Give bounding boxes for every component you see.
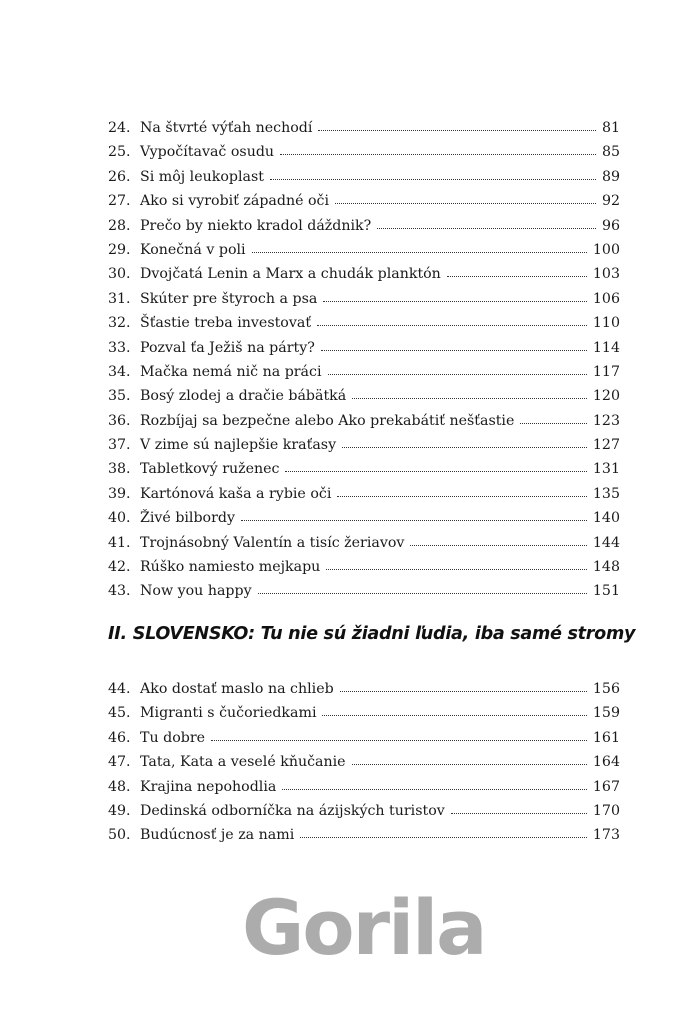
toc-entry <box>108 531 620 555</box>
entry-page-number: 120 <box>592 388 620 405</box>
entry-title: Now you happy <box>140 583 252 600</box>
entry-number: 31. <box>108 290 131 307</box>
leader-dots <box>323 301 587 302</box>
entry-page-number: 110 <box>592 315 620 332</box>
entry-number: 30. <box>108 266 131 283</box>
entry-number: 42. <box>108 559 131 576</box>
leader-dots <box>285 471 586 472</box>
entry-page-number: 85 <box>601 144 620 161</box>
toc-entry <box>108 409 620 433</box>
toc-entry <box>108 140 620 164</box>
entry-title: Na štvrté výťah nechodí <box>140 120 313 136</box>
entry-title: Tata, Kata a veselé kňučanie <box>140 754 346 771</box>
watermark-logo: Gorila <box>242 883 486 972</box>
entry-number: 35. <box>108 388 131 405</box>
leader-dots <box>342 447 587 448</box>
toc-entry <box>108 775 620 799</box>
toc-entry <box>108 287 620 311</box>
entry-number: 40. <box>108 510 131 527</box>
toc-entry <box>108 262 620 286</box>
entry-page-number: 89 <box>601 168 620 185</box>
toc-entry <box>108 726 620 750</box>
entry-number: 34. <box>108 363 131 380</box>
toc-entry <box>108 116 620 140</box>
leader-dots <box>252 252 587 253</box>
entry-title: Migranti s čučoriedkami <box>140 705 317 722</box>
entry-number: 38. <box>108 461 131 478</box>
entry-title: Pozval ťa Ježiš na párty? <box>140 339 315 356</box>
section-heading: II. SLOVENSKO: Tu nie sú žiadni ľudia, iba samé stromy <box>108 624 636 644</box>
entry-number: 37. <box>108 437 131 454</box>
toc-entry <box>108 433 620 457</box>
toc-entry <box>108 457 620 481</box>
leader-dots <box>270 179 596 180</box>
entry-number: 32. <box>108 315 131 332</box>
leader-dots <box>326 569 587 570</box>
entry-page-number: 127 <box>592 437 620 454</box>
entry-title: Dvojčatá Lenin a Marx a chudák planktón <box>140 266 441 283</box>
entry-title: Šťastie treba investovať <box>140 315 312 332</box>
leader-dots <box>352 398 587 399</box>
entry-page-number: 156 <box>592 681 620 697</box>
leader-dots <box>352 764 587 765</box>
entry-number: 48. <box>108 778 131 795</box>
entry-number: 29. <box>108 241 131 258</box>
leader-dots <box>328 374 587 375</box>
toc-entry <box>108 384 620 408</box>
leader-dots <box>451 813 587 814</box>
leader-dots <box>241 520 587 521</box>
entry-page-number: 81 <box>601 120 620 136</box>
entry-title: Krajina nepohodlia <box>140 778 277 795</box>
toc-entry <box>108 506 620 530</box>
entry-title: Tu dobre <box>140 729 205 746</box>
entry-page-number: 131 <box>592 461 620 478</box>
entry-number: 47. <box>108 754 131 771</box>
entry-page-number: 140 <box>592 510 620 527</box>
entry-page-number: 106 <box>592 290 620 307</box>
toc-entry <box>108 165 620 189</box>
entry-title: Ako dostať maslo na chlieb <box>140 681 334 697</box>
leader-dots <box>337 496 587 497</box>
entry-title: Ako si vyrobiť západné oči <box>140 193 330 210</box>
leader-dots <box>447 276 587 277</box>
entry-number: 26. <box>108 168 131 185</box>
entry-page-number: 148 <box>592 559 620 576</box>
toc-entry <box>108 799 620 823</box>
leader-dots <box>211 740 587 741</box>
toc-entry <box>108 701 620 725</box>
toc-list-section-2 <box>108 677 620 848</box>
toc-entry <box>108 482 620 506</box>
leader-dots <box>317 325 587 326</box>
toc-entry <box>108 579 620 603</box>
entry-title: Bosý zlodej a dračie bábätká <box>140 388 347 405</box>
leader-dots <box>280 154 596 155</box>
toc-entry <box>108 823 620 847</box>
leader-dots <box>340 691 587 692</box>
entry-page-number: 161 <box>592 729 620 746</box>
leader-dots <box>318 130 596 131</box>
entry-title: Vypočítavač osudu <box>140 144 275 161</box>
entry-number: 43. <box>108 583 131 600</box>
entry-title: V zime sú najlepšie kraťasy <box>140 437 337 454</box>
toc-entry <box>108 238 620 262</box>
entry-page-number: 103 <box>592 266 620 283</box>
entry-page-number: 144 <box>592 534 620 551</box>
entry-title: Kartónová kaša a rybie oči <box>140 485 332 502</box>
toc-entry <box>108 555 620 579</box>
entry-number: 33. <box>108 339 131 356</box>
leader-dots <box>322 715 586 716</box>
entry-number: 25. <box>108 144 131 161</box>
toc-entry <box>108 677 620 701</box>
entry-title: Tabletkový ruženec <box>140 461 280 478</box>
toc-entry <box>108 336 620 360</box>
entry-number: 46. <box>108 729 131 746</box>
entry-title: Budúcnosť je za nami <box>140 827 295 844</box>
toc-entry <box>108 311 620 335</box>
toc-entry <box>108 214 620 238</box>
entry-page-number: 173 <box>592 827 620 844</box>
toc-entry <box>108 360 620 384</box>
entry-page-number: 100 <box>592 241 620 258</box>
entry-title: Rúško namiesto mejkapu <box>140 559 321 576</box>
entry-title: Skúter pre štyroch a psa <box>140 290 318 307</box>
entry-page-number: 123 <box>592 412 620 429</box>
entry-title: Konečná v poli <box>140 241 246 258</box>
leader-dots <box>410 545 586 546</box>
entry-title: Trojnásobný Valentín a tisíc žeriavov <box>140 534 405 551</box>
entry-number: 27. <box>108 193 131 210</box>
leader-dots <box>300 837 587 838</box>
entry-page-number: 170 <box>592 802 620 819</box>
entry-title: Rozbíjaj sa bezpečne alebo Ako prekabátiť nešťastie <box>140 412 515 429</box>
entry-page-number: 135 <box>592 485 620 502</box>
leader-dots <box>377 228 596 229</box>
entry-number: 24. <box>108 120 131 136</box>
entry-title: Mačka nemá nič na práci <box>140 363 322 380</box>
entry-page-number: 159 <box>592 705 620 722</box>
toc-entry <box>108 189 620 213</box>
leader-dots <box>282 789 587 790</box>
entry-number: 45. <box>108 705 131 722</box>
entry-number: 39. <box>108 485 131 502</box>
toc-list-section-1 <box>108 116 620 604</box>
entry-number: 49. <box>108 802 131 819</box>
leader-dots <box>520 423 587 424</box>
entry-page-number: 167 <box>592 778 620 795</box>
entry-title: Prečo by niekto kradol dáždnik? <box>140 217 372 234</box>
entry-page-number: 117 <box>592 363 620 380</box>
entry-number: 50. <box>108 827 131 844</box>
entry-title: Si môj leukoplast <box>140 168 264 185</box>
entry-page-number: 96 <box>601 217 620 234</box>
toc-entry <box>108 750 620 774</box>
entry-page-number: 92 <box>601 193 620 210</box>
entry-page-number: 151 <box>592 583 620 600</box>
entry-number: 44. <box>108 681 131 697</box>
entry-number: 28. <box>108 217 131 234</box>
leader-dots <box>321 350 587 351</box>
entry-number: 36. <box>108 412 131 429</box>
leader-dots <box>258 593 587 594</box>
leader-dots <box>335 203 596 204</box>
entry-number: 41. <box>108 534 131 551</box>
entry-title: Dedinská odborníčka na ázijských turistov <box>140 802 445 819</box>
entry-page-number: 164 <box>592 754 620 771</box>
entry-title: Živé bilbordy <box>140 510 235 527</box>
entry-page-number: 114 <box>592 339 620 356</box>
